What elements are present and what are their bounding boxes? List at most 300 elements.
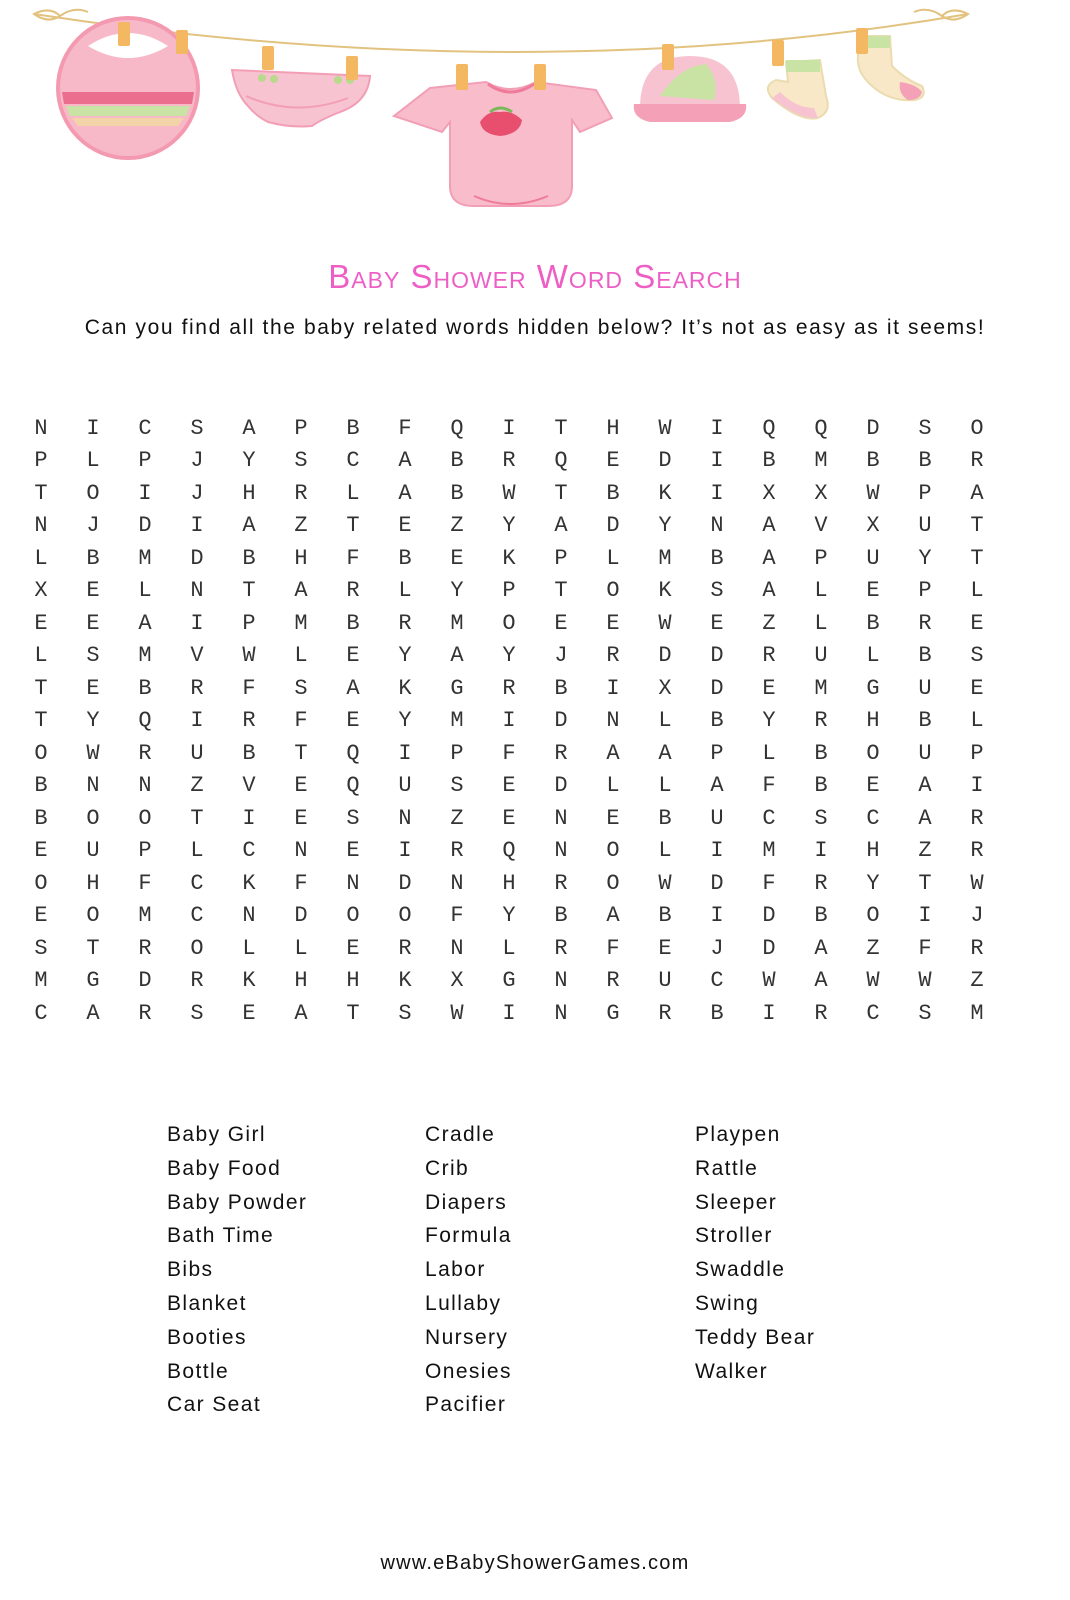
grid-letter: H <box>242 480 256 506</box>
grid-letter: R <box>918 610 932 636</box>
grid-letter: I <box>970 773 984 799</box>
grid-letter: W <box>242 643 256 669</box>
onesie-icon <box>394 64 612 206</box>
grid-letter: W <box>970 870 984 896</box>
grid-letter: I <box>710 480 724 506</box>
page-title: Baby Shower Word Search <box>328 258 742 295</box>
grid-letter: F <box>502 740 516 766</box>
grid-letter: M <box>138 545 152 571</box>
grid-letter: Y <box>762 708 776 734</box>
grid-letter: T <box>554 415 568 441</box>
grid-letter: R <box>606 968 620 994</box>
grid-letter: I <box>502 1000 516 1026</box>
grid-letter: M <box>970 1000 984 1026</box>
grid-letter: B <box>138 675 152 701</box>
grid-letter: B <box>866 610 880 636</box>
grid-letter: B <box>710 1000 724 1026</box>
grid-row <box>15 705 1055 738</box>
grid-letter: D <box>554 773 568 799</box>
grid-letter: X <box>34 578 48 604</box>
grid-letter: O <box>86 805 100 831</box>
grid-letter: D <box>710 675 724 701</box>
grid-letter: X <box>450 968 464 994</box>
grid-row <box>15 900 1055 933</box>
grid-letter: Y <box>866 870 880 896</box>
grid-letter: E <box>866 773 880 799</box>
grid-letter: P <box>554 545 568 571</box>
grid-letter: E <box>34 838 48 864</box>
grid-letter: Q <box>814 415 828 441</box>
grid-letter: N <box>710 513 724 539</box>
grid-letter: E <box>242 1000 256 1026</box>
grid-letter: A <box>710 773 724 799</box>
grid-letter: I <box>814 838 828 864</box>
grid-letter: L <box>658 773 672 799</box>
word-list-item: Diapers <box>425 1190 508 1214</box>
word-list-item: Car Seat <box>167 1393 262 1417</box>
grid-letter: P <box>918 480 932 506</box>
grid-letter: E <box>346 935 360 961</box>
grid-letter: L <box>762 740 776 766</box>
grid-row <box>15 835 1055 868</box>
word-list-column-2 <box>425 1118 512 1422</box>
grid-letter: O <box>502 610 516 636</box>
grid-letter: V <box>190 643 204 669</box>
grid-row <box>15 997 1055 1030</box>
grid-letter: F <box>762 773 776 799</box>
grid-letter: B <box>710 545 724 571</box>
grid-letter: D <box>710 870 724 896</box>
grid-letter: M <box>814 675 828 701</box>
grid-letter: U <box>86 838 100 864</box>
word-list-item: Labor <box>425 1258 486 1282</box>
grid-letter: I <box>502 708 516 734</box>
grid-letter: A <box>86 1000 100 1026</box>
grid-letter: L <box>86 448 100 474</box>
grid-letter: S <box>294 675 308 701</box>
grid-letter: E <box>86 610 100 636</box>
word-list-item: Formula <box>425 1224 512 1248</box>
grid-letter: R <box>814 708 828 734</box>
word-list-item: Swing <box>695 1291 760 1315</box>
grid-letter: Q <box>554 448 568 474</box>
grid-letter: A <box>242 513 256 539</box>
grid-letter: H <box>346 968 360 994</box>
grid-letter: R <box>970 935 984 961</box>
grid-letter: O <box>606 578 620 604</box>
grid-letter: K <box>398 675 412 701</box>
grid-letter: E <box>762 675 776 701</box>
grid-letter: E <box>294 773 308 799</box>
grid-letter: I <box>190 513 204 539</box>
grid-letter: P <box>918 578 932 604</box>
grid-letter: B <box>762 448 776 474</box>
grid-letter: J <box>190 448 204 474</box>
grid-letter: L <box>814 578 828 604</box>
grid-letter: D <box>190 545 204 571</box>
grid-letter: Y <box>398 643 412 669</box>
grid-letter: B <box>658 805 672 831</box>
grid-letter: H <box>502 870 516 896</box>
grid-letter: B <box>554 675 568 701</box>
grid-letter: B <box>814 740 828 766</box>
grid-letter: K <box>242 870 256 896</box>
grid-letter: Y <box>918 545 932 571</box>
grid-letter: T <box>242 578 256 604</box>
grid-letter: I <box>242 805 256 831</box>
grid-letter: B <box>346 610 360 636</box>
grid-letter: B <box>710 708 724 734</box>
grid-letter: S <box>346 805 360 831</box>
grid-letter: O <box>970 415 984 441</box>
grid-row <box>15 672 1055 705</box>
grid-row <box>15 542 1055 575</box>
grid-letter: N <box>346 870 360 896</box>
grid-letter: X <box>762 480 776 506</box>
grid-letter: D <box>398 870 412 896</box>
grid-row <box>15 770 1055 803</box>
grid-letter: F <box>762 870 776 896</box>
grid-letter: U <box>866 545 880 571</box>
grid-letter: B <box>242 740 256 766</box>
grid-letter: O <box>606 838 620 864</box>
grid-letter: R <box>502 448 516 474</box>
grid-row <box>15 575 1055 608</box>
grid-letter: E <box>86 675 100 701</box>
grid-letter: C <box>866 805 880 831</box>
grid-letter: B <box>658 903 672 929</box>
grid-letter: T <box>34 480 48 506</box>
grid-letter: X <box>866 513 880 539</box>
grid-letter: R <box>138 740 152 766</box>
grid-letter: S <box>918 415 932 441</box>
grid-letter: S <box>34 935 48 961</box>
grid-letter: T <box>970 513 984 539</box>
grid-letter: O <box>190 935 204 961</box>
grid-letter: J <box>970 903 984 929</box>
grid-letter: E <box>34 903 48 929</box>
grid-letter: A <box>242 415 256 441</box>
grid-letter: I <box>710 448 724 474</box>
grid-letter: W <box>866 968 880 994</box>
hat-icon <box>634 44 746 122</box>
grid-letter: U <box>190 740 204 766</box>
grid-letter: U <box>918 513 932 539</box>
grid-letter: G <box>502 968 516 994</box>
word-list-item: Baby Powder <box>167 1190 308 1214</box>
word-list-item: Lullaby <box>425 1291 502 1315</box>
grid-letter: C <box>762 805 776 831</box>
grid-letter: R <box>502 675 516 701</box>
word-list-item: Blanket <box>167 1291 247 1315</box>
word-list-item: Swaddle <box>695 1258 786 1282</box>
grid-letter: D <box>710 643 724 669</box>
grid-letter: B <box>242 545 256 571</box>
grid-letter: N <box>86 773 100 799</box>
grid-letter: L <box>34 545 48 571</box>
grid-letter: C <box>710 968 724 994</box>
grid-letter: B <box>34 773 48 799</box>
grid-letter: L <box>658 708 672 734</box>
grid-letter: A <box>606 740 620 766</box>
grid-letter: E <box>34 610 48 636</box>
grid-row <box>15 802 1055 835</box>
grid-letter: E <box>346 708 360 734</box>
grid-letter: E <box>710 610 724 636</box>
grid-letter: O <box>34 870 48 896</box>
grid-letter: S <box>190 415 204 441</box>
grid-letter: N <box>554 968 568 994</box>
grid-letter: B <box>34 805 48 831</box>
grid-letter: Y <box>398 708 412 734</box>
grid-letter: O <box>866 903 880 929</box>
word-list-item: Crib <box>425 1156 470 1180</box>
grid-letter: U <box>814 643 828 669</box>
grid-letter: M <box>34 968 48 994</box>
grid-letter: B <box>346 415 360 441</box>
grid-letter: C <box>138 415 152 441</box>
grid-letter: U <box>398 773 412 799</box>
grid-letter: Q <box>346 740 360 766</box>
grid-letter: K <box>502 545 516 571</box>
grid-letter: O <box>398 903 412 929</box>
grid-letter: F <box>606 935 620 961</box>
grid-letter: B <box>450 480 464 506</box>
grid-letter: B <box>918 708 932 734</box>
grid-letter: T <box>34 675 48 701</box>
word-list-item: Baby Girl <box>167 1123 266 1146</box>
grid-letter: A <box>294 578 308 604</box>
grid-letter: G <box>866 675 880 701</box>
grid-letter: R <box>814 1000 828 1026</box>
grid-letter: T <box>86 935 100 961</box>
grid-letter: P <box>710 740 724 766</box>
grid-letter: H <box>294 968 308 994</box>
grid-letter: T <box>190 805 204 831</box>
grid-letter: A <box>554 513 568 539</box>
grid-letter: U <box>710 805 724 831</box>
grid-letter: O <box>606 870 620 896</box>
grid-letter: P <box>294 415 308 441</box>
grid-letter: H <box>866 838 880 864</box>
grid-letter: E <box>346 838 360 864</box>
grid-letter: B <box>554 903 568 929</box>
diaper-icon <box>232 46 370 127</box>
grid-letter: A <box>970 480 984 506</box>
word-list-item: Bath Time <box>167 1224 275 1248</box>
grid-letter: F <box>918 935 932 961</box>
grid-letter: B <box>918 448 932 474</box>
word-list-item: Playpen <box>695 1123 781 1146</box>
grid-letter: C <box>34 1000 48 1026</box>
grid-letter: P <box>450 740 464 766</box>
grid-letter: X <box>814 480 828 506</box>
word-list-item: Rattle <box>695 1156 759 1180</box>
grid-letter: N <box>554 838 568 864</box>
grid-row <box>15 412 1055 445</box>
grid-letter: L <box>190 838 204 864</box>
grid-letter: R <box>398 935 412 961</box>
grid-letter: I <box>190 610 204 636</box>
grid-letter: S <box>190 1000 204 1026</box>
grid-letter: W <box>658 870 672 896</box>
grid-letter: E <box>450 545 464 571</box>
grid-letter: W <box>866 480 880 506</box>
grid-letter: W <box>86 740 100 766</box>
grid-letter: I <box>710 415 724 441</box>
grid-letter: F <box>346 545 360 571</box>
grid-letter: R <box>554 740 568 766</box>
grid-letter: S <box>970 643 984 669</box>
grid-letter: M <box>762 838 776 864</box>
word-list-item: Pacifier <box>425 1393 507 1417</box>
grid-letter: V <box>814 513 828 539</box>
grid-letter: A <box>762 545 776 571</box>
grid-letter: A <box>918 773 932 799</box>
grid-letter: V <box>242 773 256 799</box>
grid-letter: D <box>762 903 776 929</box>
grid-letter: Z <box>294 513 308 539</box>
grid-letter: Q <box>346 773 360 799</box>
grid-row <box>15 867 1055 900</box>
grid-letter: R <box>658 1000 672 1026</box>
grid-letter: Y <box>242 448 256 474</box>
grid-letter: I <box>398 838 412 864</box>
grid-row <box>15 737 1055 770</box>
grid-letter: U <box>918 740 932 766</box>
grid-letter: I <box>710 903 724 929</box>
grid-letter: I <box>918 903 932 929</box>
grid-letter: G <box>606 1000 620 1026</box>
grid-letter: E <box>970 675 984 701</box>
grid-letter: T <box>294 740 308 766</box>
grid-letter: W <box>918 968 932 994</box>
word-list-column-1 <box>167 1118 307 1422</box>
grid-letter: A <box>346 675 360 701</box>
grid-letter: H <box>294 545 308 571</box>
grid-letter: N <box>294 838 308 864</box>
grid-letter: E <box>554 610 568 636</box>
grid-letter: A <box>658 740 672 766</box>
word-list-item: Walker <box>695 1359 768 1383</box>
grid-letter: N <box>450 935 464 961</box>
word-list-item: Stroller <box>695 1224 773 1248</box>
grid-letter: O <box>866 740 880 766</box>
grid-letter: H <box>606 415 620 441</box>
grid-letter: P <box>138 838 152 864</box>
grid-letter: I <box>502 415 516 441</box>
grid-letter: O <box>346 903 360 929</box>
grid-letter: M <box>138 643 152 669</box>
grid-letter: M <box>138 903 152 929</box>
grid-letter: D <box>658 448 672 474</box>
grid-letter: T <box>918 870 932 896</box>
grid-letter: L <box>294 643 308 669</box>
grid-letter: D <box>138 968 152 994</box>
grid-letter: Y <box>502 643 516 669</box>
grid-letter: N <box>34 513 48 539</box>
grid-row <box>15 932 1055 965</box>
grid-letter: A <box>398 480 412 506</box>
grid-letter: P <box>814 545 828 571</box>
grid-letter: J <box>554 643 568 669</box>
grid-letter: R <box>554 935 568 961</box>
word-list-item: Sleeper <box>695 1190 778 1214</box>
grid-letter: R <box>190 675 204 701</box>
grid-letter: L <box>814 610 828 636</box>
grid-letter: L <box>866 643 880 669</box>
grid-letter: W <box>658 415 672 441</box>
grid-letter: E <box>606 448 620 474</box>
grid-letter: B <box>450 448 464 474</box>
grid-letter: A <box>398 448 412 474</box>
grid-letter: R <box>970 838 984 864</box>
grid-letter: K <box>398 968 412 994</box>
grid-letter: M <box>814 448 828 474</box>
grid-letter: N <box>138 773 152 799</box>
grid-letter: N <box>398 805 412 831</box>
grid-letter: C <box>190 870 204 896</box>
grid-letter: F <box>450 903 464 929</box>
grid-letter: L <box>970 708 984 734</box>
grid-letter: T <box>554 480 568 506</box>
grid-letter: O <box>34 740 48 766</box>
grid-letter: S <box>814 805 828 831</box>
grid-letter: Y <box>502 903 516 929</box>
grid-letter: S <box>398 1000 412 1026</box>
grid-letter: E <box>294 805 308 831</box>
word-search-grid <box>15 412 1055 1030</box>
grid-letter: I <box>710 838 724 864</box>
grid-letter: C <box>866 1000 880 1026</box>
grid-letter: A <box>606 903 620 929</box>
grid-letter: P <box>970 740 984 766</box>
grid-letter: R <box>398 610 412 636</box>
grid-letter: N <box>606 708 620 734</box>
grid-letter: W <box>658 610 672 636</box>
grid-letter: A <box>450 643 464 669</box>
grid-letter: I <box>606 675 620 701</box>
grid-letter: Q <box>450 415 464 441</box>
grid-letter: Z <box>918 838 932 864</box>
grid-letter: S <box>450 773 464 799</box>
grid-letter: E <box>866 578 880 604</box>
sock-icon <box>768 40 828 119</box>
grid-letter: R <box>762 643 776 669</box>
grid-letter: S <box>86 643 100 669</box>
grid-letter: N <box>554 1000 568 1026</box>
grid-letter: E <box>606 610 620 636</box>
grid-letter: R <box>450 838 464 864</box>
grid-letter: N <box>554 805 568 831</box>
grid-letter: U <box>658 968 672 994</box>
grid-letter: M <box>450 610 464 636</box>
grid-letter: Y <box>502 513 516 539</box>
grid-letter: K <box>242 968 256 994</box>
grid-letter: Q <box>502 838 516 864</box>
grid-letter: R <box>138 935 152 961</box>
grid-row <box>15 445 1055 478</box>
grid-letter: R <box>190 968 204 994</box>
grid-letter: E <box>502 805 516 831</box>
grid-letter: F <box>398 415 412 441</box>
grid-letter: Y <box>450 578 464 604</box>
grid-letter: L <box>138 578 152 604</box>
grid-letter: Q <box>138 708 152 734</box>
grid-letter: L <box>606 773 620 799</box>
grid-letter: A <box>918 805 932 831</box>
grid-letter: R <box>294 480 308 506</box>
